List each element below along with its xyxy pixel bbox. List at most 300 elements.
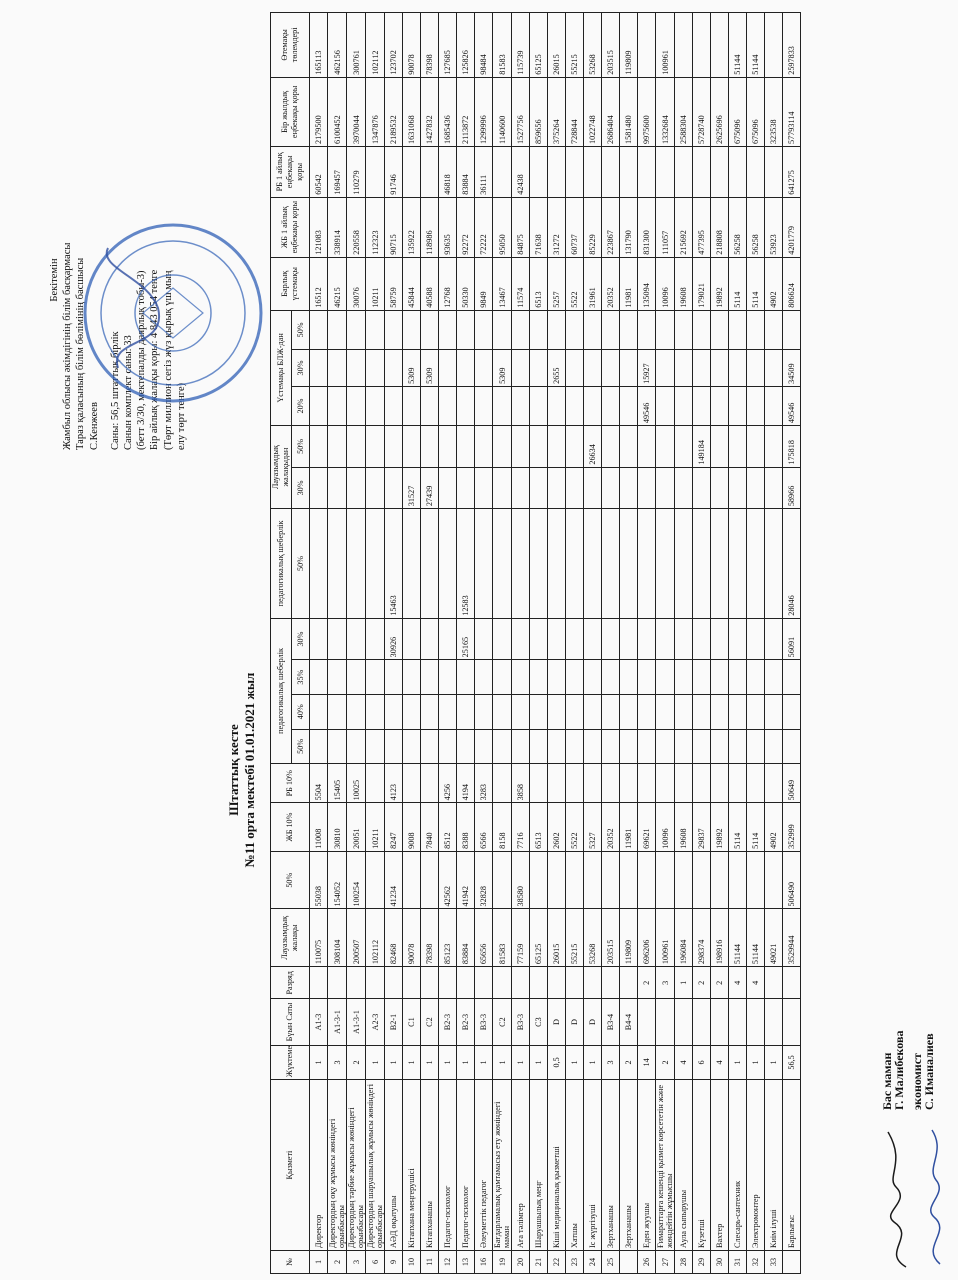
cell-comp: 81583 <box>493 13 512 78</box>
table-row <box>385 13 403 1274</box>
cell-comp <box>693 13 711 78</box>
cell-m50 <box>747 729 765 764</box>
cell-l50 <box>512 426 530 468</box>
cell-comp <box>638 13 656 78</box>
cell-m50 <box>328 729 347 764</box>
cell-m40 <box>421 694 439 729</box>
cell-name: Ғимараттарға кешенді қызмет көрсететін және жөндейтін жұмысшы <box>656 1080 675 1251</box>
cell-tot: 20352 <box>602 257 620 310</box>
cell-m30 <box>747 618 765 660</box>
cell-pm <box>566 509 584 619</box>
cell-m50 <box>310 729 328 764</box>
cell-u30 <box>385 349 403 386</box>
cell-m40 <box>584 694 602 729</box>
cell-l50 <box>765 426 783 468</box>
col-compensation: Өтемақы төлемдері <box>271 13 310 78</box>
cell-l30 <box>439 467 457 509</box>
table-row <box>328 13 347 1274</box>
cell-pm <box>675 509 693 619</box>
cell-l50 <box>439 426 457 468</box>
cell-l50 <box>548 426 566 468</box>
cell-g <box>566 967 584 999</box>
cell-u30 <box>602 349 620 386</box>
cell-b: B3-3 <box>512 999 530 1045</box>
cell-n: 31 <box>729 1250 747 1273</box>
cell-b: C2 <box>421 999 439 1045</box>
cell-s: 3529944 <box>783 909 801 967</box>
cell-l50 <box>602 426 620 468</box>
table-row <box>765 13 783 1274</box>
cell-s: 78398 <box>421 909 439 967</box>
cell-rf: 110279 <box>347 146 366 197</box>
cell-l50: 149184 <box>693 426 711 468</box>
cell-m40 <box>566 694 584 729</box>
cell-rf <box>548 146 566 197</box>
cell-jf: 84875 <box>512 197 530 257</box>
pct-header: 30% <box>292 618 310 660</box>
cell-p50 <box>566 851 584 909</box>
cell-u20 <box>385 386 403 425</box>
cell-pm <box>512 509 530 619</box>
cell-tot: 5114 <box>729 257 747 310</box>
cell-q: 3 <box>328 1045 347 1080</box>
cell-jf: 85229 <box>584 197 602 257</box>
cell-p50 <box>729 851 747 909</box>
cell-name: Бағдарламалық қамтамасыз ету жөніндегі маман <box>493 1080 512 1251</box>
cell-u50 <box>512 310 530 349</box>
stamp-line: Бір айлық жалақы қоры: 4 843 054 тенге <box>149 269 161 450</box>
cell-u50 <box>584 310 602 349</box>
cell-m50 <box>421 729 439 764</box>
cell-jb: 8247 <box>385 803 403 851</box>
cell-tot: 46215 <box>328 257 347 310</box>
cell-rf: 83884 <box>457 146 475 197</box>
cell-pm <box>530 509 548 619</box>
cell-jb: 9008 <box>403 803 421 851</box>
cell-pm <box>366 509 385 619</box>
cell-comp: 203515 <box>602 13 620 78</box>
cell-u50 <box>765 310 783 349</box>
cell-pm <box>421 509 439 619</box>
cell-af: 6100452 <box>328 77 347 146</box>
cell-u30 <box>475 349 493 386</box>
cell-tot: 10096 <box>656 257 675 310</box>
cell-pm <box>765 509 783 619</box>
table-row <box>310 13 328 1274</box>
cell-m30 <box>310 618 328 660</box>
cell-b: C2 <box>493 999 512 1045</box>
cell-u30 <box>620 349 638 386</box>
signature-1 <box>876 1122 920 1272</box>
cell-l30 <box>385 467 403 509</box>
signer-role-1: Бас маман <box>880 1052 894 1110</box>
signer-name-1: Г. Малибекова <box>892 1030 906 1110</box>
cell-rb: 4256 <box>439 764 457 803</box>
cell-comp: 123702 <box>385 13 403 78</box>
cell-s: 198916 <box>711 909 729 967</box>
cell-l30 <box>638 467 656 509</box>
cell-s: 77159 <box>512 909 530 967</box>
col-block: Бүын Саты <box>271 999 310 1045</box>
cell-q: 1 <box>310 1045 328 1080</box>
cell-tot: 6513 <box>530 257 548 310</box>
cell-g <box>475 967 493 999</box>
cell-n: 30 <box>711 1250 729 1273</box>
cell-m50 <box>675 729 693 764</box>
cell-m30 <box>638 618 656 660</box>
cell-m30 <box>675 618 693 660</box>
cell-jb: 10211 <box>366 803 385 851</box>
cell-l50 <box>385 426 403 468</box>
cell-s: 203515 <box>602 909 620 967</box>
table-row <box>493 13 512 1274</box>
cell-rf <box>656 146 675 197</box>
cell-jb: 30810 <box>328 803 347 851</box>
cell-u50 <box>675 310 693 349</box>
cell-comp: 102112 <box>366 13 385 78</box>
cell-pm <box>656 509 675 619</box>
cell-tot: 4902 <box>765 257 783 310</box>
cell-m50 <box>457 729 475 764</box>
cell-q: 3 <box>602 1045 620 1080</box>
cell-m35 <box>512 660 530 695</box>
table-row <box>457 13 475 1274</box>
cell-g <box>602 967 620 999</box>
cell-u20 <box>493 386 512 425</box>
cell-s: 102112 <box>366 909 385 967</box>
cell-rf <box>711 146 729 197</box>
cell-pm <box>729 509 747 619</box>
cell-u50 <box>403 310 421 349</box>
cell-m30: 30926 <box>385 618 403 660</box>
table-row <box>602 13 620 1274</box>
col-grade: Разряд <box>271 967 310 999</box>
cell-jb: 5114 <box>729 803 747 851</box>
cell-rf: 42438 <box>512 146 530 197</box>
cell-s: 82468 <box>385 909 403 967</box>
cell-n: 10 <box>403 1250 421 1273</box>
cell-rb <box>403 764 421 803</box>
cell-name: Директордың тәрбие жұмысы жөніндегі орынбасары <box>347 1080 366 1251</box>
cell-rf <box>493 146 512 197</box>
cell-jf: 477395 <box>693 197 711 257</box>
cell-tot: 11981 <box>620 257 638 310</box>
cell-af: 1685436 <box>439 77 457 146</box>
cell-q: 1 <box>385 1045 403 1080</box>
cell-b: A2-3 <box>366 999 385 1045</box>
table-row <box>693 13 711 1274</box>
cell-rb <box>548 764 566 803</box>
cell-l50 <box>530 426 548 468</box>
cell-s: 696206 <box>638 909 656 967</box>
cell-l30: 58966 <box>783 467 801 509</box>
cell-af: 1427832 <box>421 77 439 146</box>
cell-af: 9975600 <box>638 77 656 146</box>
cell-m40 <box>783 694 801 729</box>
cell-m40 <box>493 694 512 729</box>
cell-tot: 11574 <box>512 257 530 310</box>
cell-m40 <box>747 694 765 729</box>
cell-m35 <box>729 660 747 695</box>
cell-pm <box>328 509 347 619</box>
cell-p50: 100254 <box>347 851 366 909</box>
cell-g <box>403 967 421 999</box>
cell-af: 323538 <box>765 77 783 146</box>
cell-p50 <box>747 851 765 909</box>
cell-tot: 19892 <box>711 257 729 310</box>
cell-rb: 10025 <box>347 764 366 803</box>
cell-l50: 175818 <box>783 426 801 468</box>
col-qty: Жүктеме <box>271 1045 310 1080</box>
cell-m50 <box>366 729 385 764</box>
cell-rb <box>711 764 729 803</box>
cell-b <box>638 999 656 1045</box>
col-salary: Лауазымдық жалақы <box>271 909 310 967</box>
pct-header: 35% <box>292 660 310 695</box>
cell-s: 83884 <box>457 909 475 967</box>
cell-name: Аға тәлімгер <box>512 1080 530 1251</box>
cell-p50 <box>620 851 638 909</box>
cell-jf: 92272 <box>457 197 475 257</box>
cell-m35 <box>328 660 347 695</box>
cell-af: 3970044 <box>347 77 366 146</box>
cell-n <box>620 1250 638 1273</box>
title-line-2: №11 орта мектебі 01.01.2021 жыл <box>242 672 257 868</box>
cell-u30 <box>439 349 457 386</box>
cell-l30 <box>765 467 783 509</box>
cell-n: 28 <box>675 1250 693 1273</box>
cell-m40 <box>602 694 620 729</box>
cell-u20 <box>475 386 493 425</box>
cell-m30 <box>530 618 548 660</box>
cell-s: 55215 <box>566 909 584 967</box>
cell-u30 <box>675 349 693 386</box>
cell-l50 <box>675 426 693 468</box>
cell-rb <box>765 764 783 803</box>
cell-l50 <box>620 426 638 468</box>
cell-m30: 56091 <box>783 618 801 660</box>
cell-u20 <box>439 386 457 425</box>
cell-af: 1332684 <box>656 77 675 146</box>
cell-pm: 28046 <box>783 509 801 619</box>
cell-m40 <box>675 694 693 729</box>
cell-p50 <box>693 851 711 909</box>
cell-u30 <box>328 349 347 386</box>
cell-u50 <box>328 310 347 349</box>
cell-u30: 15927 <box>638 349 656 386</box>
cell-m30 <box>729 618 747 660</box>
cell-jb: 11981 <box>620 803 638 851</box>
cell-rb: 4194 <box>457 764 475 803</box>
cell-rf <box>421 146 439 197</box>
cell-name: Еден жуушы <box>638 1080 656 1251</box>
cell-g: 1 <box>675 967 693 999</box>
cell-jb: 10096 <box>656 803 675 851</box>
cell-l30 <box>366 467 385 509</box>
cell-p50 <box>765 851 783 909</box>
cell-n: 23 <box>566 1250 584 1273</box>
cell-name: Директордың шаруашылық жұмысы жөніндегі орынбасары <box>366 1080 385 1251</box>
cell-m50 <box>638 729 656 764</box>
cell-m40 <box>656 694 675 729</box>
cell-l30: 31527 <box>403 467 421 509</box>
cell-m50 <box>620 729 638 764</box>
cell-jf: 56258 <box>747 197 765 257</box>
cell-name: Киім ілуші <box>765 1080 783 1251</box>
cell-b: B2-3 <box>457 999 475 1045</box>
cell-u20 <box>421 386 439 425</box>
cell-b: A1-3-1 <box>328 999 347 1045</box>
cell-name: Электромонтер <box>747 1080 765 1251</box>
cell-p50 <box>602 851 620 909</box>
col-rb: РБ 10% <box>271 764 310 803</box>
signer-role-2: экономист <box>910 1053 924 1110</box>
stamp-line: Саны: 56,5 штаттық бірлік <box>109 331 121 450</box>
cell-u30 <box>310 349 328 386</box>
cell-comp: 53268 <box>584 13 602 78</box>
cell-u50 <box>347 310 366 349</box>
cell-s: 49021 <box>765 909 783 967</box>
cell-tot: 30076 <box>347 257 366 310</box>
cell-tot: 50330 <box>457 257 475 310</box>
cell-af: 1527756 <box>512 77 530 146</box>
cell-jf: 31272 <box>548 197 566 257</box>
cell-af: 2625696 <box>711 77 729 146</box>
cell-m30 <box>421 618 439 660</box>
cell-u50 <box>475 310 493 349</box>
cell-u30 <box>693 349 711 386</box>
cell-u30: 2655 <box>548 349 566 386</box>
cell-m30 <box>548 618 566 660</box>
cell-m50 <box>584 729 602 764</box>
cell-rb <box>620 764 638 803</box>
cell-pm <box>747 509 765 619</box>
cell-l50 <box>729 426 747 468</box>
cell-s: 298374 <box>693 909 711 967</box>
cell-jb: 69621 <box>638 803 656 851</box>
cell-g <box>421 967 439 999</box>
cell-m30 <box>439 618 457 660</box>
cell-name: Слесарь-сантехник <box>729 1080 747 1251</box>
cell-m35 <box>584 660 602 695</box>
cell-b: D <box>584 999 602 1045</box>
cell-b: A1-3-1 <box>347 999 366 1045</box>
cell-rb: 5504 <box>310 764 328 803</box>
cell-name: Директордың оқу жұмысы жөніндегі орынбасары <box>328 1080 347 1251</box>
cell-m40 <box>765 694 783 729</box>
cell-p50 <box>366 851 385 909</box>
cell-name: Іс жүргізуші <box>584 1080 602 1251</box>
cell-g <box>347 967 366 999</box>
cell-pm <box>620 509 638 619</box>
cell-b: B3-3 <box>475 999 493 1045</box>
cell-q: 2 <box>347 1045 366 1080</box>
cell-l30 <box>475 467 493 509</box>
cell-q: 6 <box>693 1045 711 1080</box>
cell-af: 1347876 <box>366 77 385 146</box>
cell-u20 <box>457 386 475 425</box>
cell-rb <box>656 764 675 803</box>
cell-m50 <box>548 729 566 764</box>
cell-rf <box>620 146 638 197</box>
cell-jb: 7716 <box>512 803 530 851</box>
cell-b <box>765 999 783 1045</box>
cell-l30 <box>602 467 620 509</box>
cell-m50 <box>475 729 493 764</box>
cell-jb: 8512 <box>439 803 457 851</box>
cell-name: Хатшы <box>566 1080 584 1251</box>
cell-m50 <box>783 729 801 764</box>
cell-rb <box>693 764 711 803</box>
cell-m30 <box>693 618 711 660</box>
cell-tot: 12768 <box>439 257 457 310</box>
cell-b <box>675 999 693 1045</box>
cell-comp: 127685 <box>439 13 457 78</box>
cell-rf <box>747 146 765 197</box>
pct-header: 50% <box>292 310 310 349</box>
col-ped-mastery: педагогикалық шеберлік <box>271 618 292 763</box>
cell-m35 <box>366 660 385 695</box>
cell-s: 51144 <box>747 909 765 967</box>
cell-p50: 32828 <box>475 851 493 909</box>
table-body <box>310 13 801 1274</box>
cell-n <box>783 1250 801 1273</box>
cell-u20 <box>512 386 530 425</box>
cell-pm <box>584 509 602 619</box>
cell-s: 196084 <box>675 909 693 967</box>
cell-m40 <box>475 694 493 729</box>
cell-rf <box>602 146 620 197</box>
approval-line: Тараз қаласының білім бөлімінің басшысы <box>75 257 87 450</box>
cell-pm <box>403 509 421 619</box>
cell-jb: 2602 <box>548 803 566 851</box>
cell-m35 <box>347 660 366 695</box>
cell-l30 <box>584 467 602 509</box>
cell-jb: 8388 <box>457 803 475 851</box>
cell-n: 3 <box>347 1250 366 1273</box>
cell-l30 <box>566 467 584 509</box>
cell-af: 57793114 <box>783 77 801 146</box>
cell-name: Шаруашылық меңг <box>530 1080 548 1251</box>
cell-tot: 135094 <box>638 257 656 310</box>
cell-m30 <box>566 618 584 660</box>
cell-comp: 90078 <box>403 13 421 78</box>
cell-l50 <box>638 426 656 468</box>
cell-s: 26015 <box>548 909 566 967</box>
cell-p50 <box>711 851 729 909</box>
approval-line: С.Кенжеев <box>88 402 100 450</box>
stamp-line: Санын комплект саны: 33 <box>123 335 135 450</box>
cell-g <box>457 967 475 999</box>
cell-p50: 506490 <box>783 851 801 909</box>
cell-l50 <box>328 426 347 468</box>
cell-m35 <box>421 660 439 695</box>
cell-jb: 5327 <box>584 803 602 851</box>
cell-g: 2 <box>711 967 729 999</box>
cell-rf <box>584 146 602 197</box>
cell-jb: 6513 <box>530 803 548 851</box>
cell-b: C3 <box>530 999 548 1045</box>
cell-m30 <box>366 618 385 660</box>
cell-u20 <box>310 386 328 425</box>
cell-n: 1 <box>310 1250 328 1273</box>
table-row <box>620 13 638 1274</box>
cell-m50 <box>566 729 584 764</box>
cell-m40 <box>328 694 347 729</box>
cell-rf <box>693 146 711 197</box>
cell-u50 <box>385 310 403 349</box>
cell-af: 675096 <box>747 77 765 146</box>
